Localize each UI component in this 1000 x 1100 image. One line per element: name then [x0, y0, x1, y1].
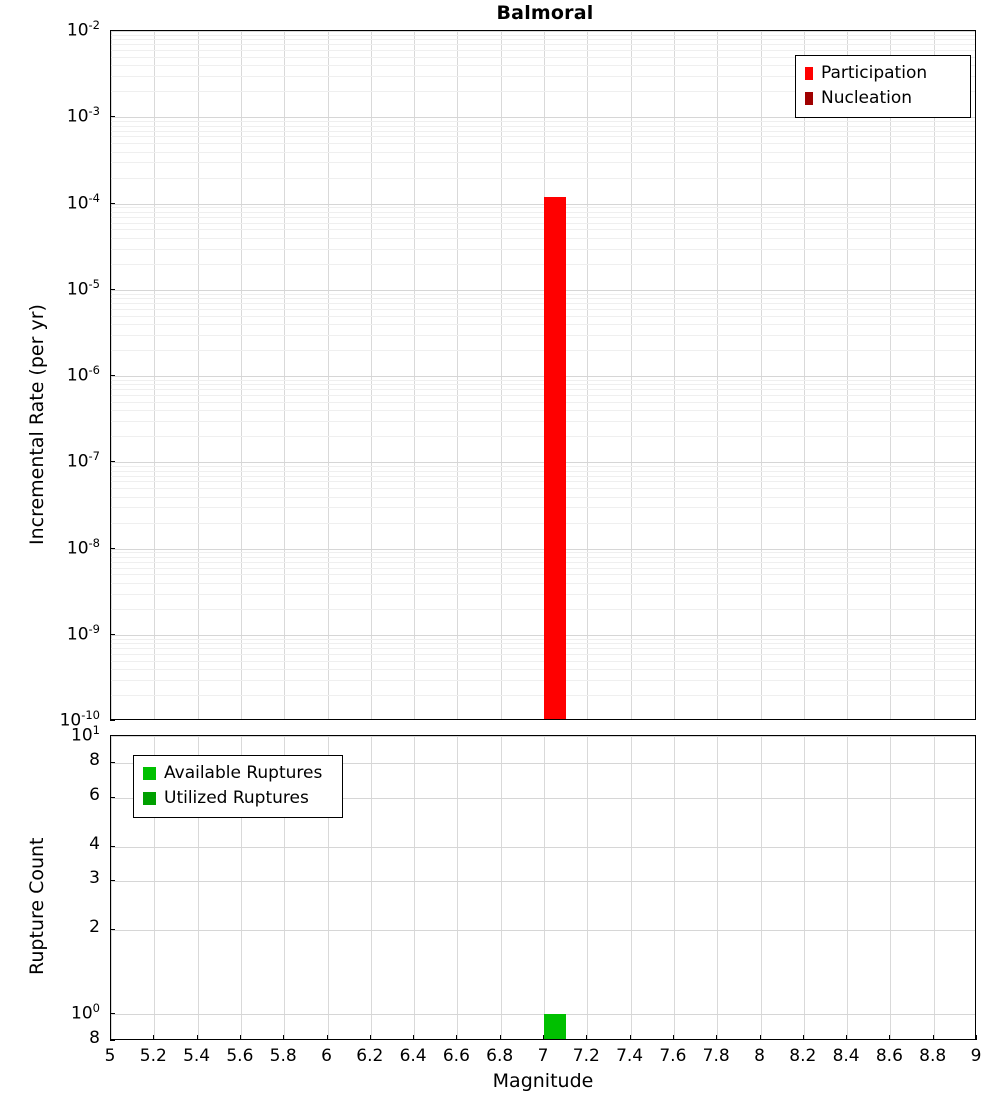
gridline-horizontal-minor: [111, 380, 975, 381]
gridline-horizontal-minor: [111, 421, 975, 422]
gridline-horizontal-minor: [111, 178, 975, 179]
gridline-vertical: [241, 31, 242, 719]
gridline-horizontal-minor: [111, 126, 975, 127]
gridline-vertical: [717, 736, 718, 1039]
gridline-vertical: [804, 736, 805, 1039]
y-tick-mark: [110, 30, 115, 31]
x-tick-label: 7.8: [702, 1046, 730, 1066]
rupture-count-legend: [133, 755, 343, 818]
y-tick-mark: [110, 1040, 115, 1041]
x-tick-mark: [500, 1035, 501, 1040]
y-tick-label: 4: [89, 833, 100, 854]
gridline-vertical: [674, 31, 675, 719]
gridline-horizontal-minor: [111, 680, 975, 681]
gridline-horizontal-minor: [111, 568, 975, 569]
gridline-vertical: [501, 31, 502, 719]
gridline-horizontal: [111, 204, 975, 205]
gridline-horizontal-minor: [111, 661, 975, 662]
gridline-horizontal-minor: [111, 574, 975, 575]
x-tick-mark: [413, 1035, 414, 1040]
gridline-horizontal-minor: [111, 557, 975, 558]
page-title: Balmoral: [496, 2, 594, 24]
gridline-vertical: [587, 736, 588, 1039]
magnitude-x-axis-label: Magnitude: [492, 1070, 594, 1092]
gridline-horizontal-minor: [111, 488, 975, 489]
gridline-horizontal-minor: [111, 39, 975, 40]
x-tick-mark: [630, 1035, 631, 1040]
gridline-horizontal-minor: [111, 238, 975, 239]
gridline-vertical: [154, 31, 155, 719]
gridline-vertical: [631, 31, 632, 719]
gridline-horizontal: [111, 376, 975, 377]
gridline-horizontal-minor: [111, 335, 975, 336]
legend-swatch-icon: [143, 792, 156, 805]
y-tick-label: $10^{-3}$: [66, 104, 100, 127]
incremental-rate-legend-item: [805, 61, 961, 86]
gridline-horizontal-minor: [111, 121, 975, 122]
x-tick-label: 6.2: [356, 1046, 384, 1066]
x-tick-mark: [110, 1035, 111, 1040]
x-tick-mark: [760, 1035, 761, 1040]
gridline-horizontal-minor: [111, 324, 975, 325]
y-tick-label: $10^1$: [71, 723, 100, 746]
x-tick-mark: [370, 1035, 371, 1040]
gridline-horizontal-minor: [111, 298, 975, 299]
gridline-horizontal-minor: [111, 562, 975, 563]
gridline-horizontal-minor: [111, 643, 975, 644]
gridline-vertical: [631, 736, 632, 1039]
gridline-vertical: [847, 31, 848, 719]
y-tick-label: $10^0$: [71, 1001, 100, 1024]
gridline-horizontal-minor: [111, 143, 975, 144]
x-tick-mark: [586, 1035, 587, 1040]
legend-swatch-icon: [805, 67, 813, 80]
gridline-vertical: [761, 736, 762, 1039]
gridline-horizontal-minor: [111, 207, 975, 208]
x-tick-mark: [283, 1035, 284, 1040]
y-tick-mark: [110, 846, 115, 847]
gridline-vertical: [761, 31, 762, 719]
gridline-horizontal-minor: [111, 136, 975, 137]
gridline-horizontal-minor: [111, 410, 975, 411]
gridline-horizontal: [111, 736, 975, 737]
bar-available-ruptures: [544, 1014, 566, 1040]
x-tick-label: 8.6: [875, 1046, 903, 1066]
gridline-horizontal-minor: [111, 152, 975, 153]
gridline-horizontal-minor: [111, 639, 975, 640]
gridline-horizontal: [111, 930, 975, 931]
incremental-rate-plot: [110, 30, 976, 720]
incremental-rate-y-axis-label: Incremental Rate (per yr): [26, 304, 48, 545]
y-tick-label: 3: [89, 868, 100, 889]
gridline-vertical: [328, 31, 329, 719]
gridline-horizontal-minor: [111, 436, 975, 437]
y-tick-mark: [110, 461, 115, 462]
y-tick-mark: [110, 880, 115, 881]
gridline-horizontal-minor: [111, 552, 975, 553]
gridline-vertical: [457, 31, 458, 719]
gridline-horizontal: [111, 847, 975, 848]
rupture-count-y-axis-label: Rupture Count: [26, 837, 48, 975]
gridline-horizontal-minor: [111, 212, 975, 213]
gridline-horizontal-minor: [111, 217, 975, 218]
gridline-horizontal-minor: [111, 471, 975, 472]
gridline-horizontal: [111, 635, 975, 636]
gridline-vertical: [804, 31, 805, 719]
gridline-vertical: [371, 31, 372, 719]
y-tick-label: $10^{-7}$: [66, 449, 100, 472]
gridline-horizontal: [111, 1014, 975, 1015]
gridline-horizontal-minor: [111, 523, 975, 524]
gridline-horizontal-minor: [111, 389, 975, 390]
rupture-count-legend-item: [143, 786, 333, 811]
gridline-vertical: [544, 736, 545, 1039]
legend-label: Nucleation: [821, 88, 913, 108]
x-tick-label: 8.2: [789, 1046, 817, 1066]
x-tick-label: 6: [321, 1046, 332, 1066]
gridline-horizontal-minor: [111, 654, 975, 655]
y-tick-label: $10^{-8}$: [66, 535, 100, 559]
gridline-horizontal-minor: [111, 309, 975, 310]
x-tick-mark: [197, 1035, 198, 1040]
gridline-vertical: [934, 31, 935, 719]
gridline-vertical: [890, 31, 891, 719]
x-tick-mark: [716, 1035, 717, 1040]
x-tick-label: 8.4: [832, 1046, 860, 1066]
gridline-horizontal-minor: [111, 131, 975, 132]
gridline-horizontal-minor: [111, 594, 975, 595]
incremental-rate-legend: [795, 55, 971, 118]
x-tick-mark: [803, 1035, 804, 1040]
gridline-vertical: [674, 736, 675, 1039]
y-tick-label: 6: [89, 784, 100, 805]
gridline-vertical: [501, 736, 502, 1039]
gridline-vertical: [890, 736, 891, 1039]
gridline-horizontal-minor: [111, 303, 975, 304]
x-tick-mark: [240, 1035, 241, 1040]
incremental-rate-legend-item: [805, 86, 961, 111]
gridline-horizontal-minor: [111, 466, 975, 467]
legend-label: Available Ruptures: [164, 763, 323, 783]
gridline-horizontal-minor: [111, 264, 975, 265]
x-tick-mark: [456, 1035, 457, 1040]
gridline-vertical: [284, 31, 285, 719]
gridline-horizontal-minor: [111, 497, 975, 498]
x-tick-label: 7.6: [659, 1046, 687, 1066]
x-tick-label: 5: [104, 1046, 116, 1066]
gridline-horizontal-minor: [111, 583, 975, 584]
y-tick-mark: [110, 548, 115, 549]
x-tick-label: 8: [754, 1046, 765, 1066]
gridline-vertical: [457, 736, 458, 1039]
gridline-vertical: [198, 31, 199, 719]
gridline-horizontal: [111, 462, 975, 463]
gridline-horizontal-minor: [111, 648, 975, 649]
x-tick-label: 5.8: [269, 1046, 297, 1066]
gridline-horizontal-minor: [111, 384, 975, 385]
gridline-horizontal: [111, 549, 975, 550]
y-tick-label: $10^{-9}$: [66, 621, 100, 645]
x-tick-label: 7.4: [616, 1046, 644, 1066]
x-tick-label: 7.2: [572, 1046, 600, 1066]
y-tick-mark: [110, 203, 115, 204]
gridline-vertical: [587, 31, 588, 719]
gridline-horizontal-minor: [111, 294, 975, 295]
x-tick-label: 5.6: [226, 1046, 254, 1066]
gridline-vertical: [111, 736, 112, 1039]
x-tick-label: 6.6: [442, 1046, 470, 1066]
y-tick-mark: [110, 116, 115, 117]
x-tick-label: 8.8: [919, 1046, 947, 1066]
gridline-horizontal: [111, 31, 975, 32]
y-tick-label: $10^{-2}$: [66, 18, 100, 41]
legend-label: Utilized Ruptures: [164, 788, 309, 808]
legend-swatch-icon: [143, 767, 156, 780]
gridline-horizontal-minor: [111, 162, 975, 163]
y-tick-label: 8: [89, 749, 100, 770]
gridline-vertical: [414, 736, 415, 1039]
gridline-horizontal-minor: [111, 395, 975, 396]
gridline-horizontal-minor: [111, 481, 975, 482]
gridline-horizontal-minor: [111, 695, 975, 696]
x-tick-mark: [933, 1035, 934, 1040]
x-tick-label: 5.2: [139, 1046, 167, 1066]
gridline-horizontal-minor: [111, 402, 975, 403]
gridline-vertical: [847, 736, 848, 1039]
y-tick-mark: [110, 634, 115, 635]
gridline-horizontal-minor: [111, 44, 975, 45]
gridline-horizontal-minor: [111, 476, 975, 477]
bar-participation: [544, 197, 566, 720]
rupture-count-legend-item: [143, 761, 333, 786]
gridline-horizontal-minor: [111, 223, 975, 224]
x-tick-mark: [153, 1035, 154, 1040]
gridline-horizontal-minor: [111, 249, 975, 250]
gridline-horizontal-minor: [111, 229, 975, 230]
x-tick-mark: [889, 1035, 890, 1040]
y-tick-mark: [110, 735, 115, 736]
y-tick-mark: [110, 289, 115, 290]
y-tick-mark: [110, 375, 115, 376]
gridline-horizontal-minor: [111, 609, 975, 610]
gridline-vertical: [371, 736, 372, 1039]
y-tick-label: 2: [89, 917, 100, 938]
gridline-horizontal: [111, 881, 975, 882]
x-tick-mark: [543, 1035, 544, 1040]
gridline-vertical: [717, 31, 718, 719]
gridline-horizontal-minor: [111, 669, 975, 670]
x-tick-mark: [327, 1035, 328, 1040]
legend-label: Participation: [821, 63, 928, 83]
y-tick-mark: [110, 1013, 115, 1014]
x-tick-mark: [673, 1035, 674, 1040]
gridline-horizontal-minor: [111, 350, 975, 351]
gridline-horizontal-minor: [111, 507, 975, 508]
y-tick-mark: [110, 929, 115, 930]
gridline-horizontal-minor: [111, 35, 975, 36]
legend-swatch-icon: [805, 92, 813, 105]
gridline-horizontal-minor: [111, 50, 975, 51]
x-tick-label: 9: [970, 1046, 982, 1066]
x-tick-label: 6.8: [486, 1046, 514, 1066]
gridline-horizontal: [111, 290, 975, 291]
y-tick-label: 8: [89, 1028, 100, 1048]
y-tick-label: $10^{-5}$: [66, 276, 100, 300]
y-tick-label: $10^{-10}$: [59, 708, 100, 731]
x-tick-mark: [976, 1035, 977, 1040]
y-tick-mark: [110, 720, 115, 721]
gridline-horizontal-minor: [111, 316, 975, 317]
x-tick-mark: [846, 1035, 847, 1040]
y-tick-mark: [110, 762, 115, 763]
y-tick-label: $10^{-4}$: [66, 190, 100, 214]
y-tick-mark: [110, 797, 115, 798]
x-tick-label: 5.4: [183, 1046, 211, 1066]
gridline-vertical: [934, 736, 935, 1039]
y-tick-label: $10^{-6}$: [66, 363, 100, 386]
x-tick-label: 6.4: [399, 1046, 427, 1066]
gridline-vertical: [414, 31, 415, 719]
x-tick-label: 7: [537, 1046, 549, 1066]
